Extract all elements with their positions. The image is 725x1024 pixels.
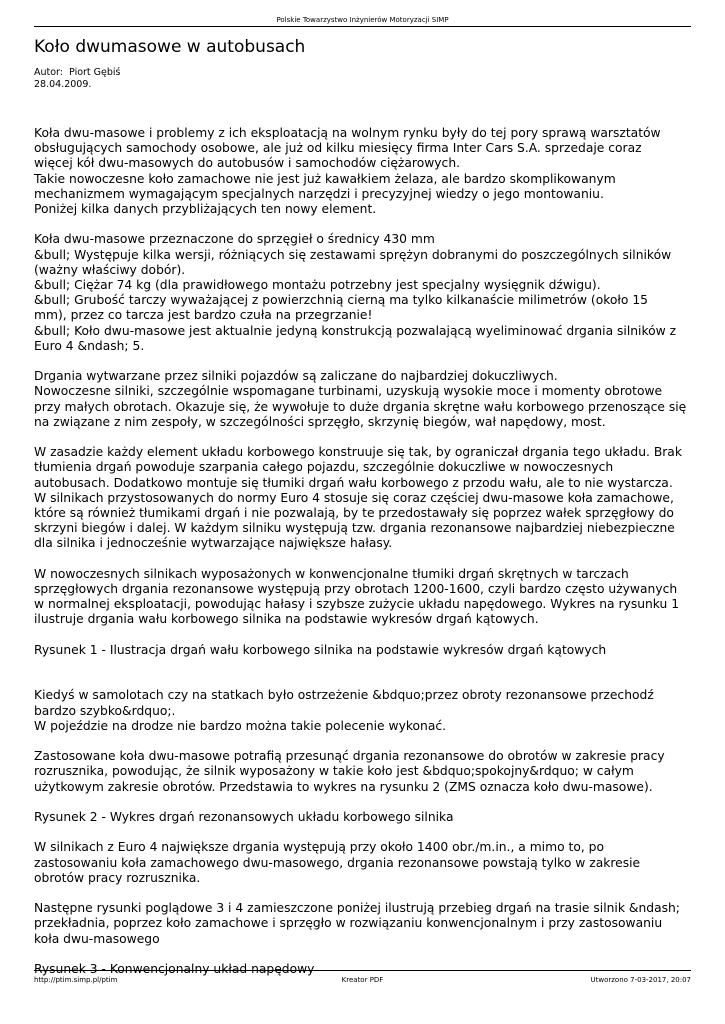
author-name: Piort Gębiś	[69, 67, 121, 78]
text-line: W pojeździe na drodze nie bardzo można takie polecenie wykonać.	[34, 718, 447, 733]
text-line: użytkowym zakresie obrotów. Przedstawia to wykres na rysunku 2 (ZMS oznacza koło dwu-masowe).	[34, 779, 653, 794]
text-line: mechanizmem wymagającym specjalnych narzędzi i precyzyjnej wiedzy o jego montowaniu.	[34, 186, 604, 201]
text-line: (ważny właściwy dobór).	[34, 262, 186, 277]
text-line: tłumienia drgań powoduje szarpania całego pojazdu, szczególnie dokuczliwe w nowoczesnych	[34, 460, 614, 475]
page-header: Polskie Towarzystwo Inżynierów Motoryzacji SIMP	[276, 16, 449, 24]
text-line: Koła dwu-masowe przeznaczone do sprzęgieł o średnicy 430 mm	[34, 232, 435, 247]
paragraph	[34, 840, 690, 886]
article-meta	[34, 67, 121, 91]
text-line: W zasadzie każdy element układu korbowego konstruuje się tak, by ograniczał drgania tego układu. Brak	[34, 445, 682, 460]
figure-placeholder	[34, 673, 690, 688]
footer-generator: Kreator PDF	[341, 976, 384, 984]
text-line: obsługujących samochody osobowe, ale już od kilku miesięcy firma Inter Cars S.A. sprzedaje coraz	[34, 141, 642, 156]
text-line: W nowoczesnych silnikach wyposażonych w konwencjonalne tłumiki drgań skrętnych w tarczach	[34, 566, 629, 581]
text-line: Rysunek 2 - Wykres drgań rezonansowych układu korbowego silnika	[34, 810, 454, 824]
text-line: koła dwu-masowego	[34, 931, 160, 946]
article-body	[34, 126, 690, 992]
text-line: na związane z nim zespoły, w szczególności sprzęgło, skrzynię biegów, wał napędowy, most.	[34, 414, 606, 429]
text-line: &bull; Ciężar 74 kg (dla prawidłowego montażu potrzebny jest specjalny wysięgnik dźwigu).	[34, 278, 601, 293]
figure-caption	[34, 810, 690, 825]
text-line: Drgania wytwarzane przez silniki pojazdów są zaliczane do najbardziej dokuczliwych.	[34, 369, 558, 384]
paragraph	[34, 369, 690, 430]
text-line: Takie nowoczesne koło zamachowe nie jest już kawałkiem żelaza, ale bardzo skomplikowanym	[34, 171, 616, 186]
text-line: bardzo szybko&rdquo;.	[34, 703, 176, 718]
paragraph	[34, 126, 690, 217]
paragraph	[34, 567, 690, 628]
text-line: przekładnia, poprzez koło zamachowe i sprzęgło w rozwiązaniu konwencjonalnym i przy zastosowaniu	[34, 916, 663, 931]
text-line: przy małych obrotach. Okazuje się, że wywołuje to duże drgania skrętne wału korbowego przenoszące się	[34, 399, 687, 414]
figure-caption	[34, 643, 690, 658]
text-line: w normalnej eksploatacji, powodując hałasy i szybsze zużycie układu napędowego. Wykres na rysunku 1	[34, 597, 680, 612]
text-line: obrotów pracy rozrusznika.	[34, 870, 201, 885]
text-line: więcej kół dwu-masowych do autobusów i samochodów ciężarowych.	[34, 156, 461, 171]
text-line: sprzęgłowych drgania rezonansowe występują przy obrotach 1200-1600, czyli bardzo często używanych	[34, 582, 678, 597]
text-line: W silnikach z Euro 4 największe drgania występują przy około 1400 obr./m.in., a mimo to, po	[34, 840, 605, 855]
text-line: Rysunek 3 - Konwencjonalny układ napędowy	[34, 961, 315, 976]
text-line: dla silnika i jednocześnie wytwarzające największe hałasy.	[34, 536, 393, 551]
paragraph	[34, 688, 690, 734]
text-line: mm), przez co tarcza jest bardzo czuła na przegrzanie!	[34, 308, 373, 323]
text-line: Koła dwu-masowe i problemy z ich eksploatacją na wolnym rynku były do tej pory sprawą warsztatów	[34, 126, 661, 140]
text-line: W silnikach przystosowanych do normy Euro 4 stosuje się coraz częściej dwu-masowe koła zamachowe,	[34, 490, 674, 505]
author-line	[34, 67, 121, 79]
text-line: rozrusznika, powodując, że silnik wyposażony w takie koło jest &bdquo;spokojny&rdquo; w całym	[34, 764, 634, 779]
text-line: &bull; Występuje kilka wersji, różniących się zestawami sprężyn dobranymi do poszczególnych silników	[34, 247, 672, 262]
text-line: &bull; Koło dwu-masowe jest aktualnie jedyną konstrukcją pozwalającą wyeliminować drgania silników z	[34, 323, 677, 338]
text-line: Poniżej kilka danych przybliżających ten nowy element.	[34, 202, 377, 217]
footer-created-date: Utworzono 7-03-2017, 20:07	[590, 976, 691, 984]
paragraph	[34, 445, 690, 551]
text-line: autobusach. Dodatkowo montuje się tłumiki drgań wału korbowego z przodu wału, ale to nie wystarcza.	[34, 475, 673, 490]
text-line: Zastosowane koła dwu-masowe potrafią przesunąć drgania rezonansowe do obrotów w zakresie pracy	[34, 749, 665, 764]
text-line: skrzyni biegów i dalej. W każdym silniku występują tzw. drgania rezonansowe najbardziej niebezpieczne	[34, 521, 675, 536]
footer-divider	[34, 970, 691, 971]
author-label: Autor:	[34, 67, 63, 78]
paragraph	[34, 232, 690, 354]
text-line: Euro 4 &ndash; 5.	[34, 338, 145, 353]
paragraph	[34, 749, 690, 795]
paragraph	[34, 901, 690, 947]
text-line: Następne rysunki poglądowe 3 i 4 zamieszczone poniżej ilustrują przebieg drgań na trasie silnik &ndash;	[34, 901, 680, 916]
text-line: Kiedyś w samolotach czy na statkach było ostrzeżenie &bdquo;przez obroty rezonansowe przechodź	[34, 688, 654, 703]
text-line: które są również tłumikami drgań i nie pozwalają, by te przedostawały się poprzez wałek sprzęgłowy do	[34, 506, 674, 521]
footer-url[interactable]: http://ptim.simp.pl/ptim	[34, 976, 118, 984]
publication-date: 28.04.2009.	[34, 79, 92, 90]
header-divider	[34, 26, 691, 27]
text-line: Rysunek 1 - Ilustracja drgań wału korbowego silnika na podstawie wykresów drgań kątowych	[34, 642, 607, 657]
page-title: Koło dwumasowe w autobusach	[34, 37, 306, 57]
text-line: ilustruje drgania wału korbowego silnika na podstawie wykresów drgań kątowych.	[34, 612, 539, 627]
text-line: Nowoczesne silniki, szczególnie wspomagane turbinami, uzyskują wysokie moce i momenty obrotowe	[34, 384, 663, 399]
text-line: &bull; Grubość tarczy wyważającej z powierzchnią cierną ma tylko kilkanaście milimetrów (około 15	[34, 293, 648, 308]
text-line: zastosowaniu koła zamachowego dwu-masowego, drgania rezonansowe powstają tylko w zakresie	[34, 855, 641, 870]
